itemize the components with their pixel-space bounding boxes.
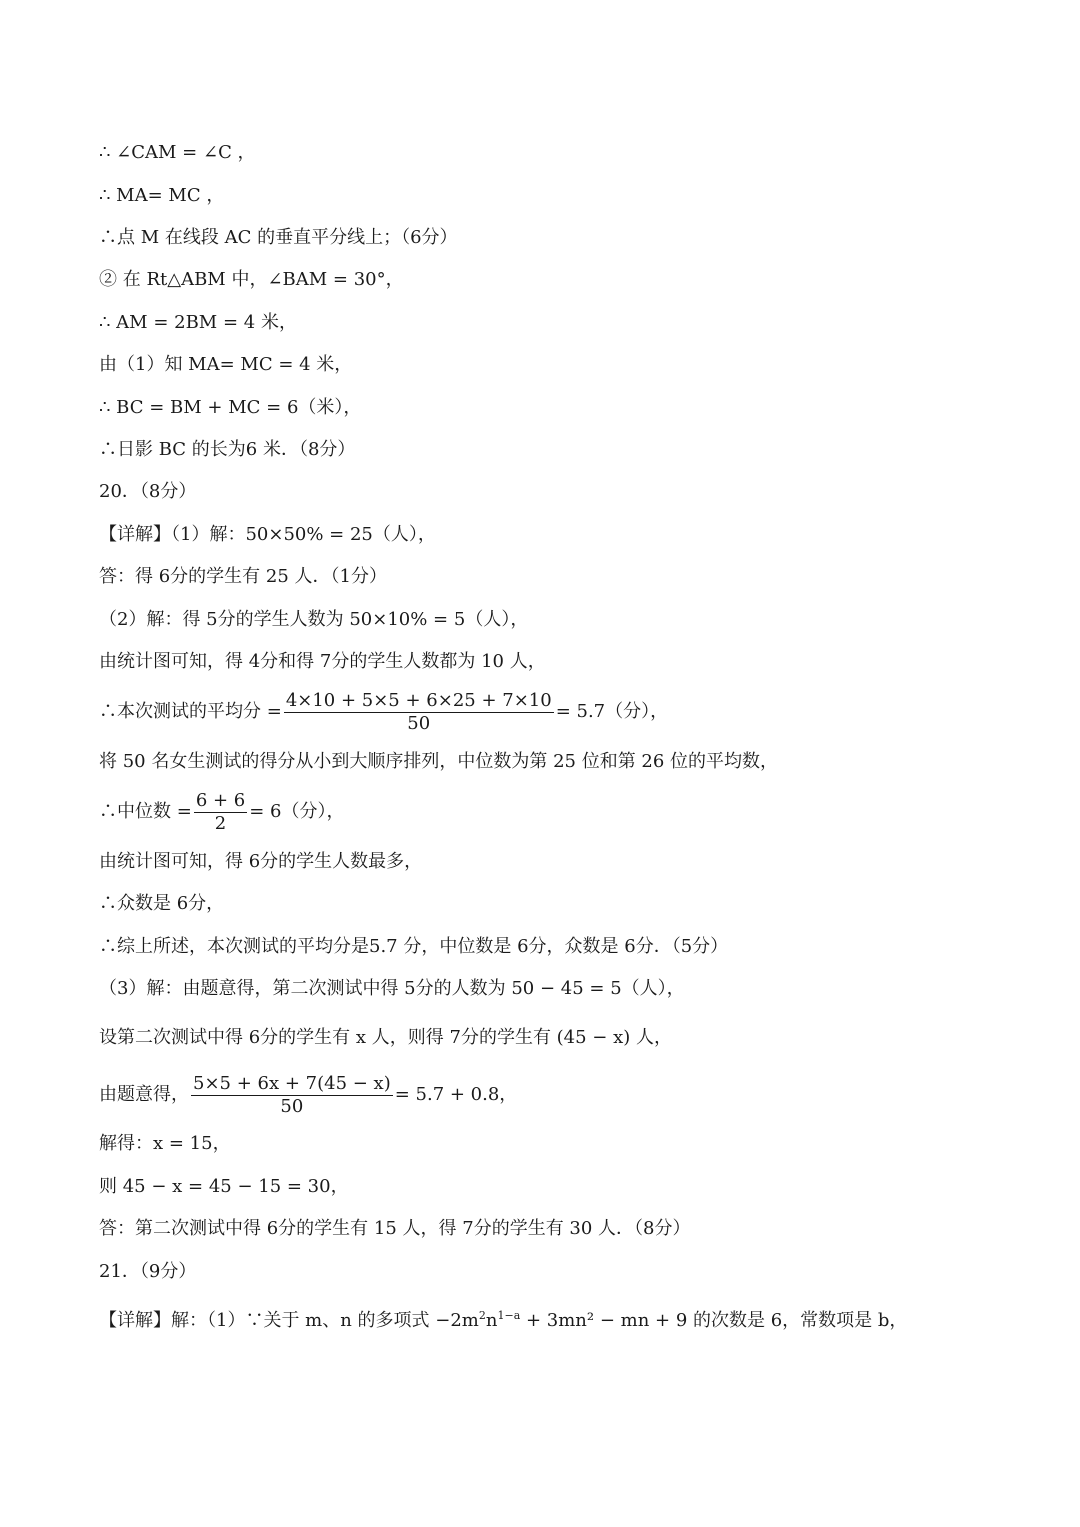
mean-fraction <box>284 690 554 735</box>
equation-label: 由题意得， <box>99 1084 189 1105</box>
line-q21-part1 <box>99 1303 907 1329</box>
equation-fraction <box>191 1073 393 1118</box>
mean-denominator: 50 <box>407 712 431 734</box>
line-shadow-length: ∴日影 BC 的长为6 米．（8分） <box>99 439 356 460</box>
mean-result: = 5.7（分）， <box>555 701 669 722</box>
line-median-formula <box>99 788 345 836</box>
line-perpendicular-bisector: ∴点 M 在线段 AC 的垂直平分线上；（6分） <box>99 227 458 248</box>
median-denominator: 2 <box>214 812 227 834</box>
line-angle-cam: ∴ ∠CAM = ∠C ， <box>99 142 256 163</box>
q21-exponent-m: 2 <box>478 1309 486 1322</box>
line-bc-sum: ∴ BC = BM + MC = 6（米）， <box>99 397 362 418</box>
equation-denominator: 50 <box>280 1095 304 1117</box>
line-mode-value: ∴众数是 6分， <box>99 893 225 914</box>
line-q20-answer1: 答：得 6分的学生有 25 人．（1分） <box>99 566 387 587</box>
line-ma-mc: ∴ MA= MC ， <box>99 185 225 206</box>
line-rt-abm: ② 在 Rt△ABM 中，∠BAM = 30°， <box>99 269 404 290</box>
line-median-order: 将 50 名女生测试的得分从小到大顺序排列，中位数为第 25 位和第 26 位的平均数， <box>99 751 779 772</box>
line-q20-part1: 【详解】（1）解：50×50% = 25（人）， <box>99 524 436 545</box>
line-summary: ∴综上所述，本次测试的平均分是5.7 分，中位数是 6分，众数是 6分．（5分） <box>99 936 729 957</box>
q21-text-post: + 3mn² − mn + 9 的次数是 6，常数项是 b， <box>520 1310 908 1331</box>
line-equation <box>99 1070 517 1120</box>
mean-numerator: 4×10 + 5×5 + 6×25 + 7×10 <box>285 689 552 711</box>
equation-numerator: 5×5 + 6x + 7(45 − x) <box>193 1072 391 1094</box>
q21-exponent-n: 1−a <box>497 1309 521 1322</box>
line-q20-part3: （3）解：由题意得，第二次测试中得 5分的人数为 50 − 45 = 5（人）， <box>99 978 685 999</box>
line-am-length: ∴ AM = 2BM = 4 米， <box>99 312 297 333</box>
line-ma-mc-length: 由（1）知 MA= MC = 4 米， <box>99 354 353 375</box>
line-compute-7: 则 45 − x = 45 − 15 = 30， <box>99 1176 349 1197</box>
line-solve-x: 解得：x = 15， <box>99 1133 231 1154</box>
median-numerator: 6 + 6 <box>195 789 246 811</box>
line-let-x: 设第二次测试中得 6分的学生有 x 人，则得 7分的学生有 (45 − x) 人， <box>99 1027 673 1048</box>
equation-result: = 5.7 + 0.8， <box>394 1084 518 1105</box>
question-21-heading: 21．（9分） <box>99 1261 197 1282</box>
q21-text-pre: 【详解】解：（1）∵关于 m、n 的多项式 −2m <box>99 1310 479 1331</box>
line-q20-part2: （2）解：得 5分的学生人数为 50×10% = 5（人）， <box>99 609 529 630</box>
line-mode-observation: 由统计图可知，得 6分的学生人数最多， <box>99 851 423 872</box>
mean-label: ∴本次测试的平均分 = <box>99 701 282 722</box>
q21-variable-n: n <box>485 1310 498 1331</box>
question-20-heading: 20．（8分） <box>99 481 197 502</box>
median-fraction <box>194 790 247 835</box>
line-q20-answer3: 答：第二次测试中得 6分的学生有 15 人，得 7分的学生有 30 人．（8分） <box>99 1218 691 1239</box>
line-q20-stats: 由统计图可知，得 4分和得 7分的学生人数都为 10 人， <box>99 651 546 672</box>
line-mean-formula <box>99 688 668 736</box>
median-label: ∴中位数 = <box>99 801 192 822</box>
median-result: = 6（分）， <box>249 801 345 822</box>
